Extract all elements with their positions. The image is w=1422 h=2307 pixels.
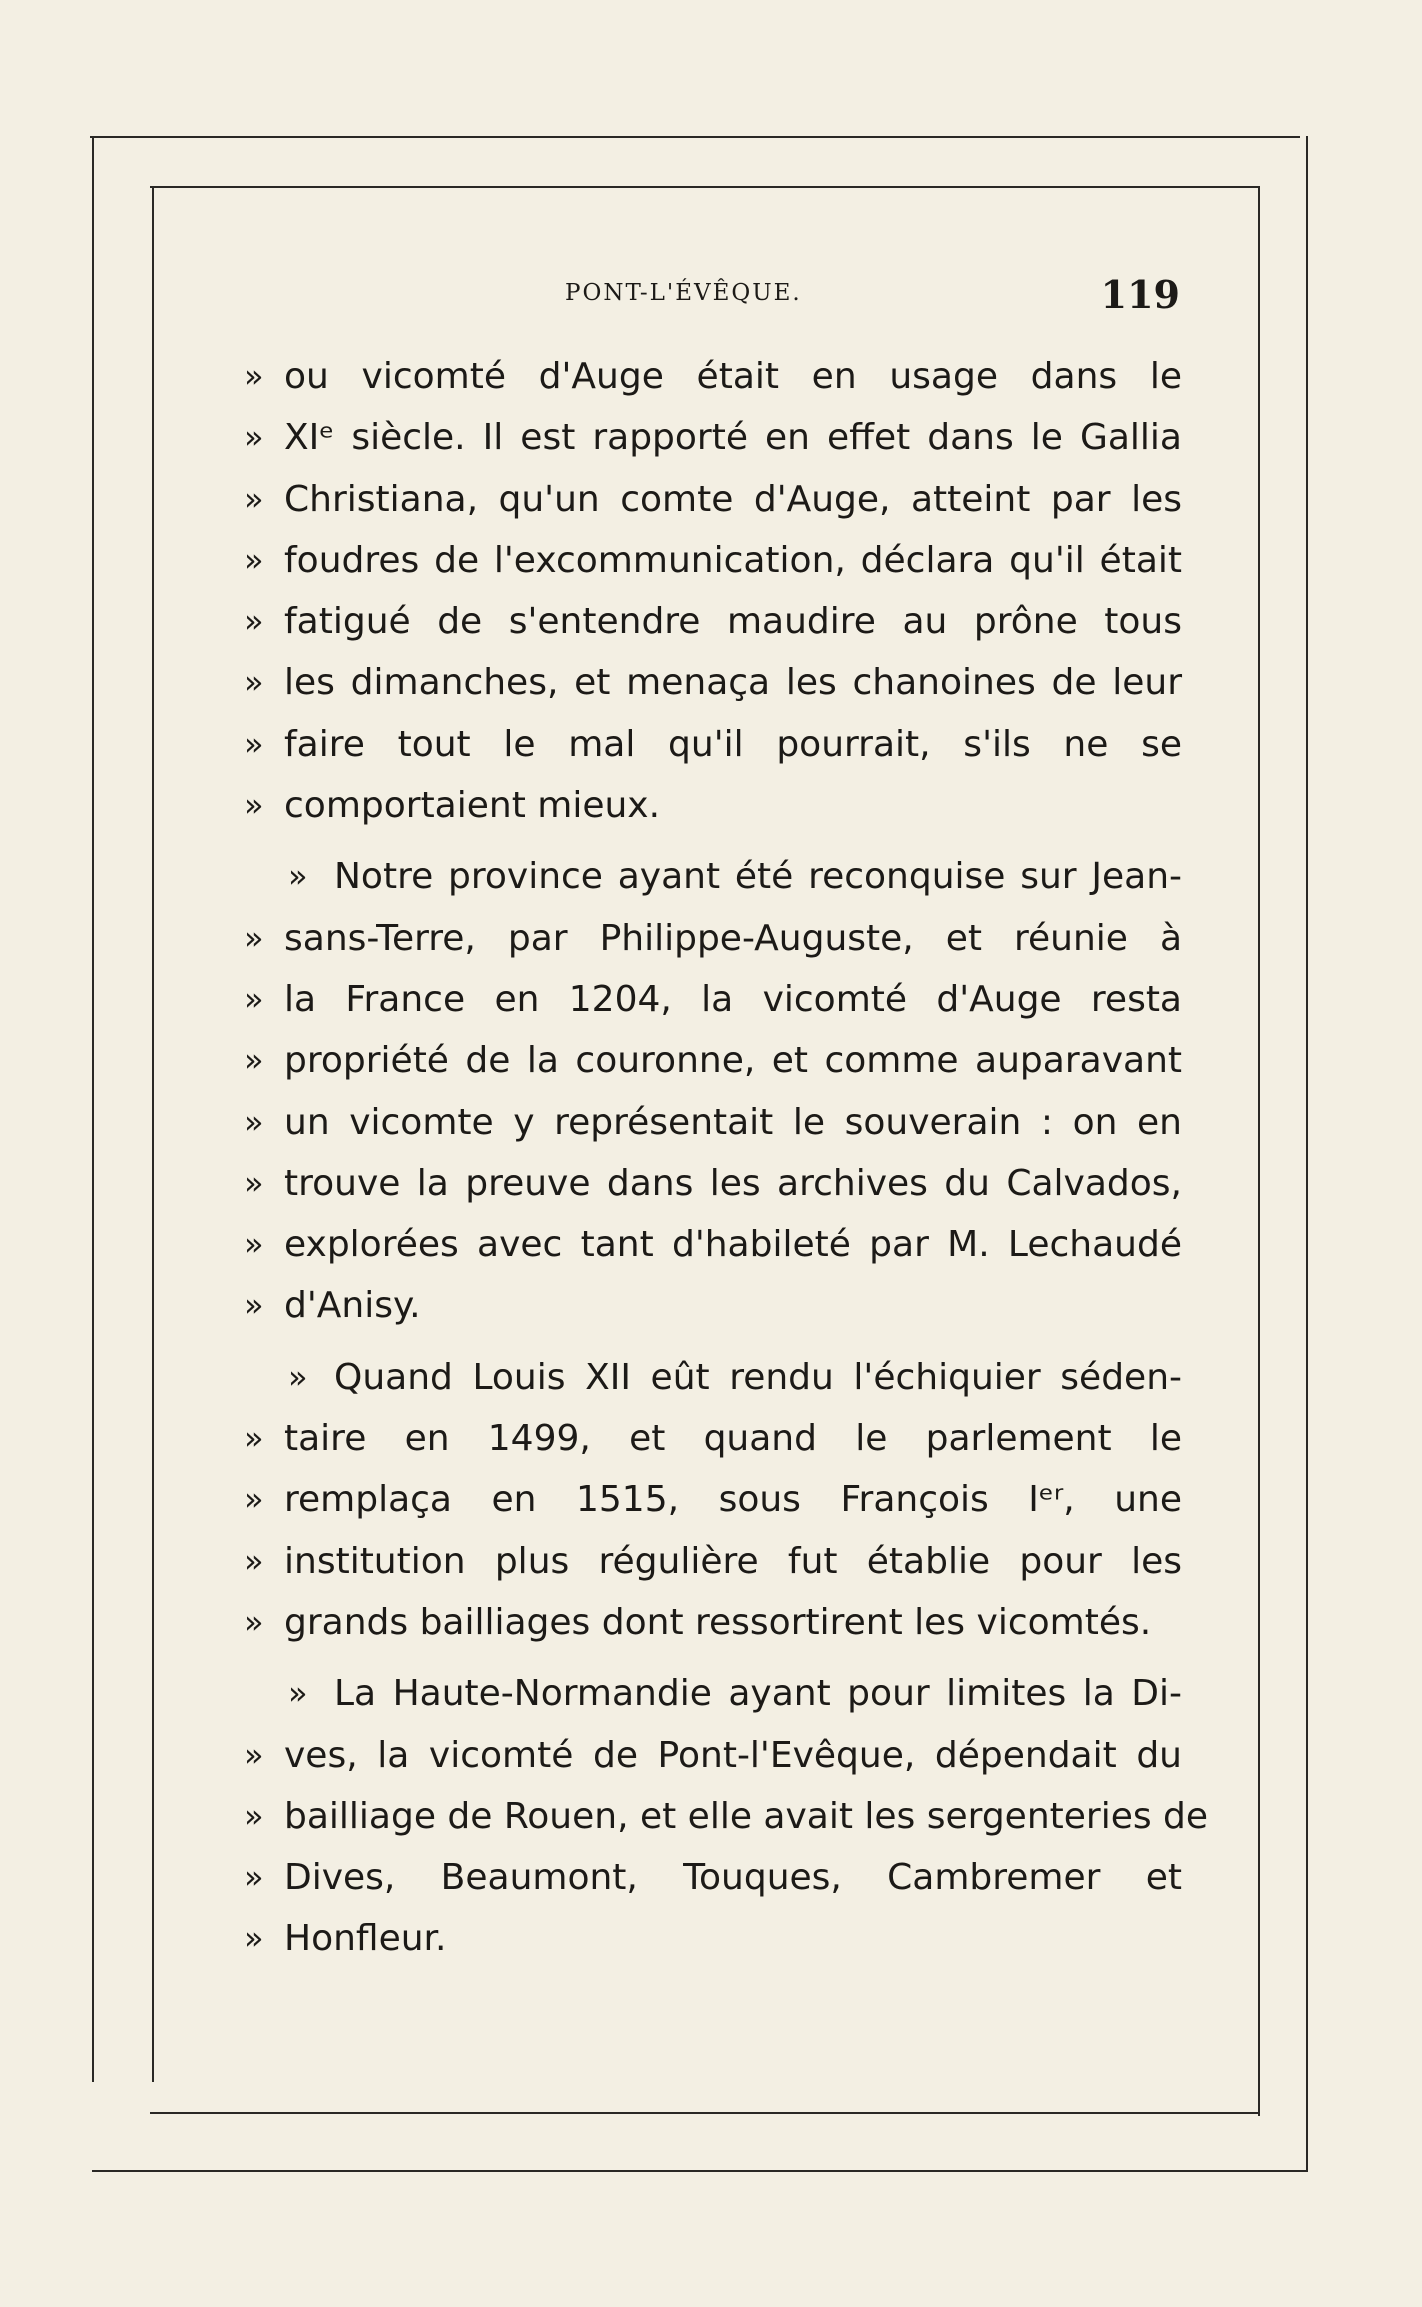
- page-header: [280, 272, 1180, 322]
- line-text: d'Anisy.: [284, 1285, 421, 1327]
- quote-mark: »: [244, 663, 264, 702]
- frame-left-inner: [152, 186, 154, 2082]
- quote-mark: »: [288, 857, 308, 896]
- quote-mark: »: [244, 1225, 264, 1264]
- quote-mark: »: [244, 418, 264, 457]
- quote-mark: »: [244, 540, 264, 579]
- frame-right-inner: [1258, 186, 1260, 2116]
- text-line: [232, 1847, 1182, 1908]
- line-text: ves, la vicomté de Pont-l'Evêque, dépendait du: [284, 1734, 1182, 1776]
- line-text: fatigué de s'entendre maudire au prône tous: [284, 601, 1182, 643]
- line-text: Honfleur.: [284, 1918, 447, 1960]
- running-head: PONT-L'ÉVÊQUE.: [565, 280, 802, 306]
- text-line: [232, 1725, 1182, 1786]
- line-text: sans-Terre, par Philippe-Auguste, et réunie à: [284, 917, 1182, 959]
- line-text: institution plus régulière fut établie pour les: [284, 1540, 1182, 1582]
- text-line: [232, 1153, 1182, 1214]
- text-line: [232, 1214, 1182, 1275]
- page-number: 119: [1100, 272, 1180, 317]
- frame-left-outer: [92, 136, 94, 2082]
- quote-mark: »: [288, 1357, 308, 1396]
- line-text: Notre province ayant été reconquise sur Jean-: [334, 856, 1182, 898]
- line-text: trouve la preuve dans les archives du Calvados,: [284, 1162, 1182, 1204]
- text-line: [232, 714, 1182, 775]
- text-line: [232, 775, 1182, 836]
- quote-mark: »: [244, 724, 264, 763]
- quote-mark: »: [244, 357, 264, 395]
- text-line: [232, 1663, 1182, 1724]
- frame-bottom-inner: [150, 2112, 1260, 2114]
- line-text: La Haute-Normandie ayant pour limites la Di-: [334, 1673, 1182, 1715]
- quote-mark: »: [244, 1541, 264, 1580]
- line-text: comportaient mieux.: [284, 785, 661, 827]
- line-text: Quand Louis XII eût rendu l'échiquier séden-: [334, 1356, 1182, 1398]
- text-line: [232, 1908, 1182, 1969]
- text-line: [232, 652, 1182, 713]
- text-line: [232, 1531, 1182, 1592]
- quote-mark: »: [288, 1674, 308, 1713]
- frame-right-outer: [1306, 136, 1308, 2172]
- text-line: [232, 846, 1182, 907]
- quote-mark: »: [244, 1858, 264, 1897]
- text-line: [232, 1275, 1182, 1336]
- quote-mark: »: [244, 1163, 264, 1202]
- text-line: [232, 469, 1182, 530]
- text-line: [232, 908, 1182, 969]
- line-text: grands bailliages dont ressortirent les vicomtés.: [284, 1601, 1152, 1643]
- quote-mark: »: [244, 1602, 264, 1641]
- quote-mark: »: [244, 979, 264, 1018]
- quote-mark: »: [244, 1102, 264, 1141]
- text-line: [232, 969, 1182, 1030]
- quote-mark: »: [244, 1041, 264, 1080]
- quote-mark: »: [244, 1480, 264, 1519]
- quote-mark: »: [244, 786, 264, 825]
- text-line: [232, 530, 1182, 591]
- line-text: propriété de la couronne, et comme auparavant: [284, 1040, 1182, 1082]
- text-line: [232, 1092, 1182, 1153]
- line-text: explorées avec tant d'habileté par M. Lechaudé: [284, 1224, 1182, 1266]
- text-line: [232, 407, 1182, 468]
- line-text: la France en 1204, la vicomté d'Auge resta: [284, 978, 1182, 1020]
- line-text: faire tout le mal qu'il pourrait, s'ils ne se: [284, 723, 1182, 765]
- line-text: XIᵉ siècle. Il est rapporté en effet dans le Gallia: [284, 417, 1182, 459]
- text-line: [232, 1408, 1182, 1469]
- text-line: [232, 1469, 1182, 1530]
- quote-mark: »: [244, 1919, 264, 1958]
- quote-mark: »: [244, 1735, 264, 1774]
- text-line: [232, 1347, 1182, 1408]
- line-text: les dimanches, et menaça les chanoines de leur: [284, 662, 1182, 704]
- text-line: [232, 591, 1182, 652]
- quote-mark: »: [244, 479, 264, 518]
- line-text: un vicomte y représentait le souverain : on en: [284, 1101, 1182, 1143]
- line-text: remplaça en 1515, sous François Iᵉʳ, une: [284, 1479, 1182, 1521]
- quote-mark: »: [244, 1419, 264, 1458]
- line-text: ou vicomté d'Auge était en usage dans le: [284, 356, 1182, 397]
- quote-mark: »: [244, 602, 264, 641]
- quote-mark: »: [244, 1796, 264, 1835]
- line-text: taire en 1499, et quand le parlement le: [284, 1418, 1182, 1460]
- body-text: [232, 346, 1209, 1970]
- frame-bottom-outer: [92, 2170, 1308, 2172]
- line-text: bailliage de Rouen, et elle avait les sergenteries de: [284, 1795, 1209, 1837]
- line-text: foudres de l'excommunication, déclara qu'il était: [284, 539, 1182, 581]
- text-line: [232, 346, 1182, 407]
- frame-top-inner: [150, 186, 1260, 188]
- text-line: [232, 1786, 1209, 1847]
- text-line: [232, 1030, 1182, 1091]
- text-line: [232, 1592, 1182, 1653]
- line-text: Dives, Beaumont, Touques, Cambremer et: [284, 1857, 1182, 1899]
- frame-top-outer: [90, 136, 1300, 138]
- line-text: Christiana, qu'un comte d'Auge, atteint par les: [284, 478, 1182, 520]
- quote-mark: »: [244, 1286, 264, 1325]
- quote-mark: »: [244, 918, 264, 957]
